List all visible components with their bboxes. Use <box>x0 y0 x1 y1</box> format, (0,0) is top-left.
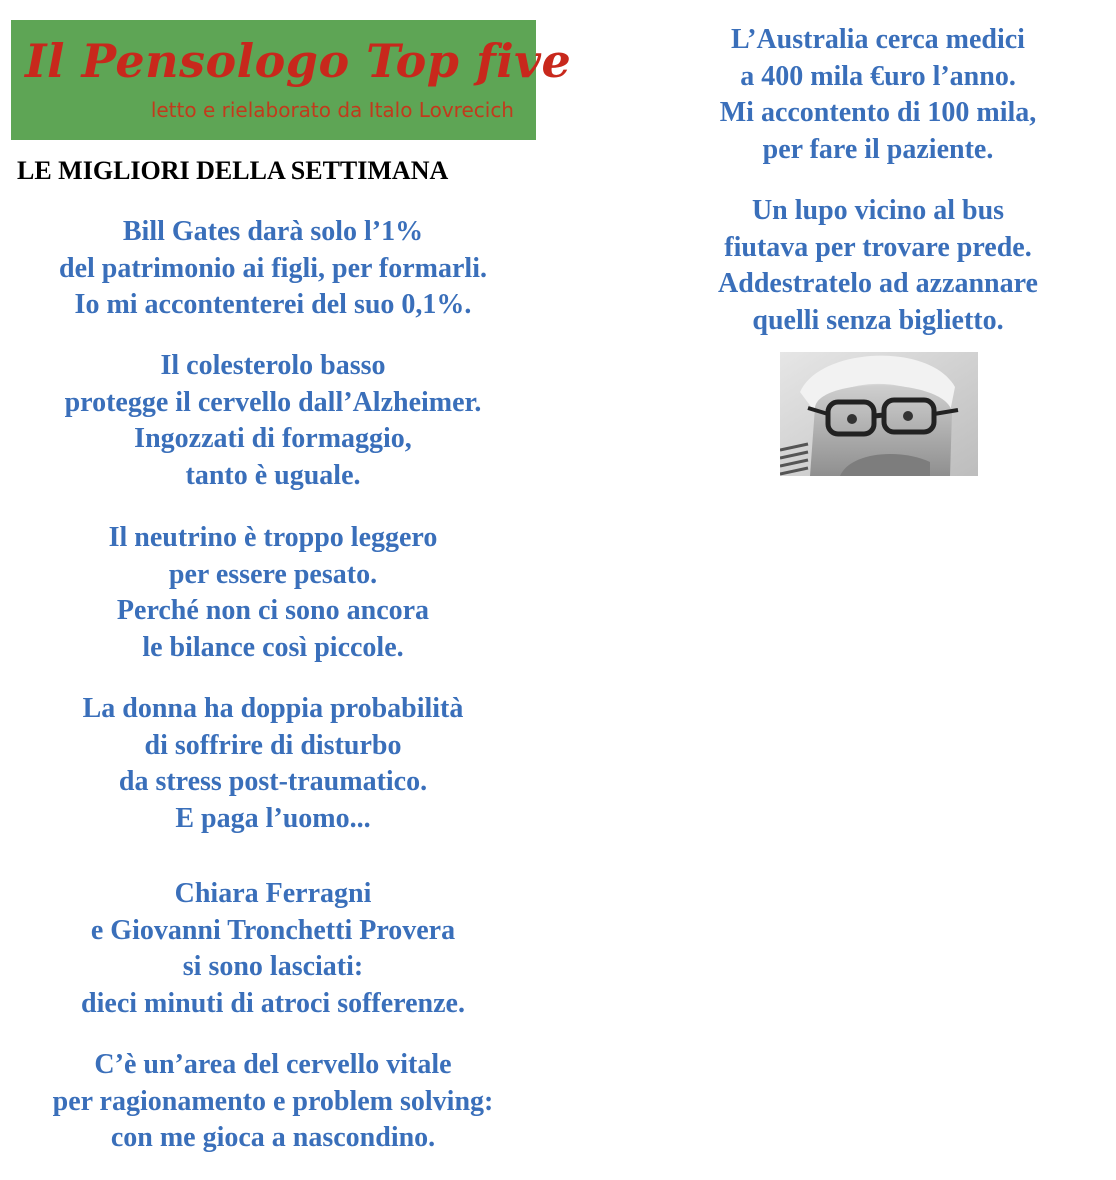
header-banner <box>11 20 572 140</box>
banner-subtitle: letto e rielaborato da Italo Lovrecich <box>150 98 514 122</box>
joke-item <box>668 22 1088 168</box>
joke-line: si sono lasciati: <box>182 951 364 983</box>
joke-line: Bill Gates darà solo l’1% <box>122 216 424 247</box>
joke-line: Il colesterolo basso <box>160 350 386 381</box>
joke-item <box>8 214 538 324</box>
joke-item <box>8 520 538 666</box>
joke-line: da stress post-traumatico. <box>118 766 428 798</box>
joke-line: Io mi accontenterei del suo 0,1%. <box>74 289 472 321</box>
joke-line: tanto è uguale. <box>185 459 361 491</box>
joke-line: le bilance così piccole. <box>142 631 404 663</box>
joke-line: del patrimonio ai figli, per formarli. <box>59 252 487 284</box>
joke-item <box>8 1047 538 1157</box>
joke-line: dieci minuti di atroci sofferenze. <box>81 987 465 1019</box>
joke-line: Un lupo vicino al bus <box>751 195 1005 226</box>
joke-line: per ragionamento e problem solving: <box>52 1085 494 1117</box>
joke-line: di soffrire di disturbo <box>144 729 402 761</box>
joke-line: Chiara Ferragni <box>174 878 372 909</box>
joke-line: La donna ha doppia probabilità <box>82 693 464 724</box>
section-heading: LE MIGLIORI DELLA SETTIMANA <box>17 156 449 185</box>
banner-title: Il Pensologo Top five <box>25 34 572 88</box>
joke-line: protegge il cervello dall’Alzheimer. <box>64 386 482 418</box>
joke-line: L’Australia cerca medici <box>731 24 1025 55</box>
joke-line: per essere pesato. <box>168 558 378 590</box>
joke-line: quelli senza biglietto. <box>752 304 1004 336</box>
author-photo <box>780 352 978 476</box>
joke-line: e Giovanni Tronchetti Provera <box>90 914 456 946</box>
joke-item <box>8 348 538 494</box>
joke-line: a 400 mila €uro l’anno. <box>740 60 1016 92</box>
joke-line: Addestratelo ad azzannare <box>718 268 1038 300</box>
joke-line: Ingozzati di formaggio, <box>134 423 412 455</box>
joke-line: Il neutrino è troppo leggero <box>108 522 438 553</box>
joke-line: con me gioca a nascondino. <box>110 1122 436 1154</box>
joke-line: Mi accontento di 100 mila, <box>719 97 1037 129</box>
joke-line: C’è un’area del cervello vitale <box>94 1049 452 1080</box>
joke-line: per fare il paziente. <box>762 133 994 165</box>
joke-line: E paga l’uomo... <box>175 802 371 834</box>
joke-item <box>668 193 1088 339</box>
joke-item <box>8 876 538 1022</box>
joke-line: Perché non ci sono ancora <box>116 595 430 627</box>
joke-line: fiutava per trovare prede. <box>724 231 1032 263</box>
joke-item <box>8 691 538 837</box>
